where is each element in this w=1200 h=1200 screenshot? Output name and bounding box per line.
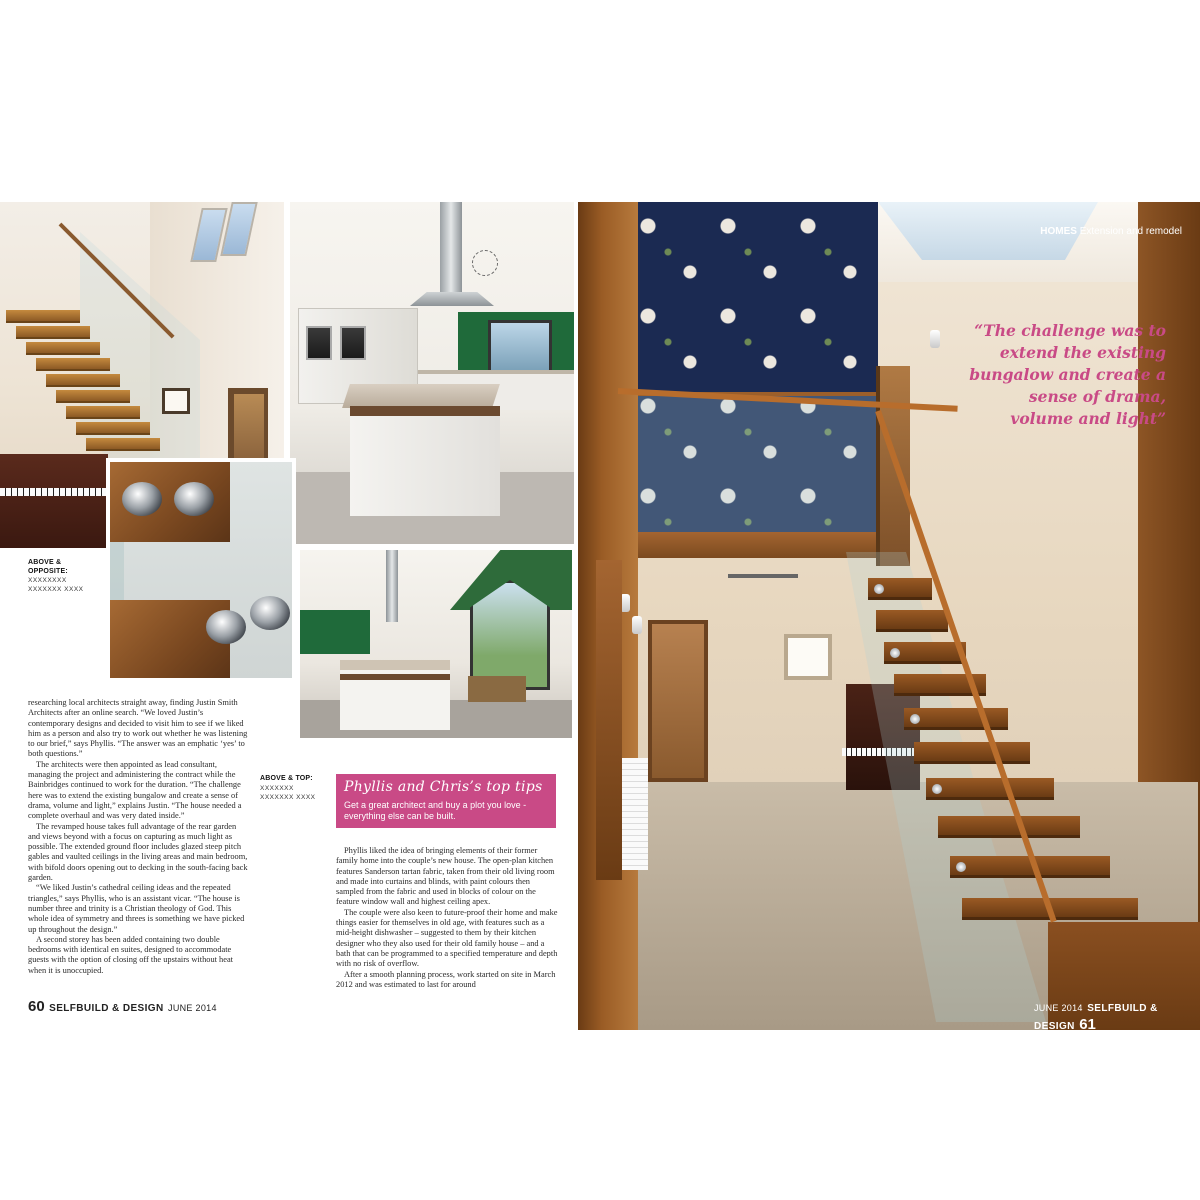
page-number: 60	[28, 998, 45, 1015]
caption-opposite-line1: XXXXXXXX	[28, 577, 67, 584]
top-tips-text: Get a great architect and buy a plot you love - everything else can be built.	[344, 800, 527, 821]
magazine-name: SELFBUILD & DESIGN	[49, 1003, 164, 1014]
pull-quote: “The challenge was to extend the existing bungalow and create a sense of drama, volume and light”	[969, 321, 1166, 428]
section-header	[1040, 226, 1182, 237]
paragraph: The couple were also keen to future-proof their home and make things easier for themselves in old age, with features such as a mid-height dishwasher – suggested to them by their kitchen designer who they also used for their old family house – and a bath that can be programmed to a specified temperature and depth with no risk of overflow.	[336, 907, 558, 969]
caption-top-label: ABOVE & TOP:	[260, 775, 313, 782]
magazine-name: SELFBUILD & DESIGN	[1034, 1003, 1158, 1032]
paragraph: The architects were then appointed as lead consultant, managing the project and administering the contract while the Bainbridges continued to work for the duration. “The challenge here was to extend the existing bungalow and create a sense of drama, volume and light,” explains Justin. “The house needed a complete overhaul and was very dated inside.”	[28, 759, 242, 821]
section-header-rest: Extension and remodel	[1076, 226, 1182, 237]
paragraph: Phyllis liked the idea of bringing elements of their former family home into the couple’s new house. The open-plan kitchen features Sanderson tartan fabric, taken from their old living room and made into curtains and blinds, with paint colours then sampled from the fabric and used in blocks of colour on the feature window wall and highest ceiling apex.	[336, 846, 555, 907]
paragraph: researching local architects straight away, finding Justin Smith Architects after an online search. “We loved Justin’s contemporary designs and decided to visit him to see if we liked him as a person and also try to work out whether he was listening to our brief,” says Phyllis. “The answer was an emphatic ‘yes’ to both questions.”	[28, 698, 248, 759]
issue-date: JUNE 2014	[1034, 1003, 1083, 1013]
caption-top-line1: XXXXXXX	[260, 785, 294, 792]
kitchen-photo	[288, 202, 576, 546]
body-column-2	[336, 846, 558, 990]
top-tips-title: Phyllis and Chris’s top tips	[344, 779, 543, 795]
right-page-folio	[1034, 998, 1200, 1034]
caption-opposite-label: ABOVE & OPPOSITE:	[28, 559, 68, 575]
open-plan-kitchen-photo	[298, 548, 574, 740]
page-number: 61	[1079, 1016, 1096, 1033]
paragraph: The revamped house takes full advantage of the rear garden and views beyond with a focus on capturing as much light as possible. The extended ground floor includes glazed steep pitch gables and vaulted ceilings in the living areas and main bedroom, with bifold doors opening out to decking in the south-facing back garden.	[28, 821, 248, 883]
stair-fixing-detail-photo	[106, 458, 296, 682]
paragraph: A second storey has been added containing two double bedrooms with identical en suites, designed to accommodate guests with the option of closing off the upstairs without heat when it is unoccupied.	[28, 934, 234, 975]
body-column-1	[28, 698, 250, 976]
section-header-bold: HOMES	[1040, 226, 1077, 237]
caption-top-line2: XXXXXXX XXXX	[260, 794, 316, 801]
left-page-folio	[28, 998, 217, 1016]
paragraph: After a smooth planning process, work started on site in March 2012 and was estimated to last for around	[336, 969, 556, 989]
top-tips-box	[336, 774, 556, 828]
paragraph: “We liked Justin’s cathedral ceiling ideas and the repeated triangles,” says Phyllis, who is an assistant vicar. “The house is number three and trinity is a Christian theology of God. This whole idea of symmetry and threes is something we have picked up throughout the design.”	[28, 883, 245, 934]
issue-date: JUNE 2014	[168, 1003, 217, 1013]
caption-opposite-line2: XXXXXXX XXXX	[28, 586, 84, 593]
magazine-spread	[0, 202, 1200, 1033]
